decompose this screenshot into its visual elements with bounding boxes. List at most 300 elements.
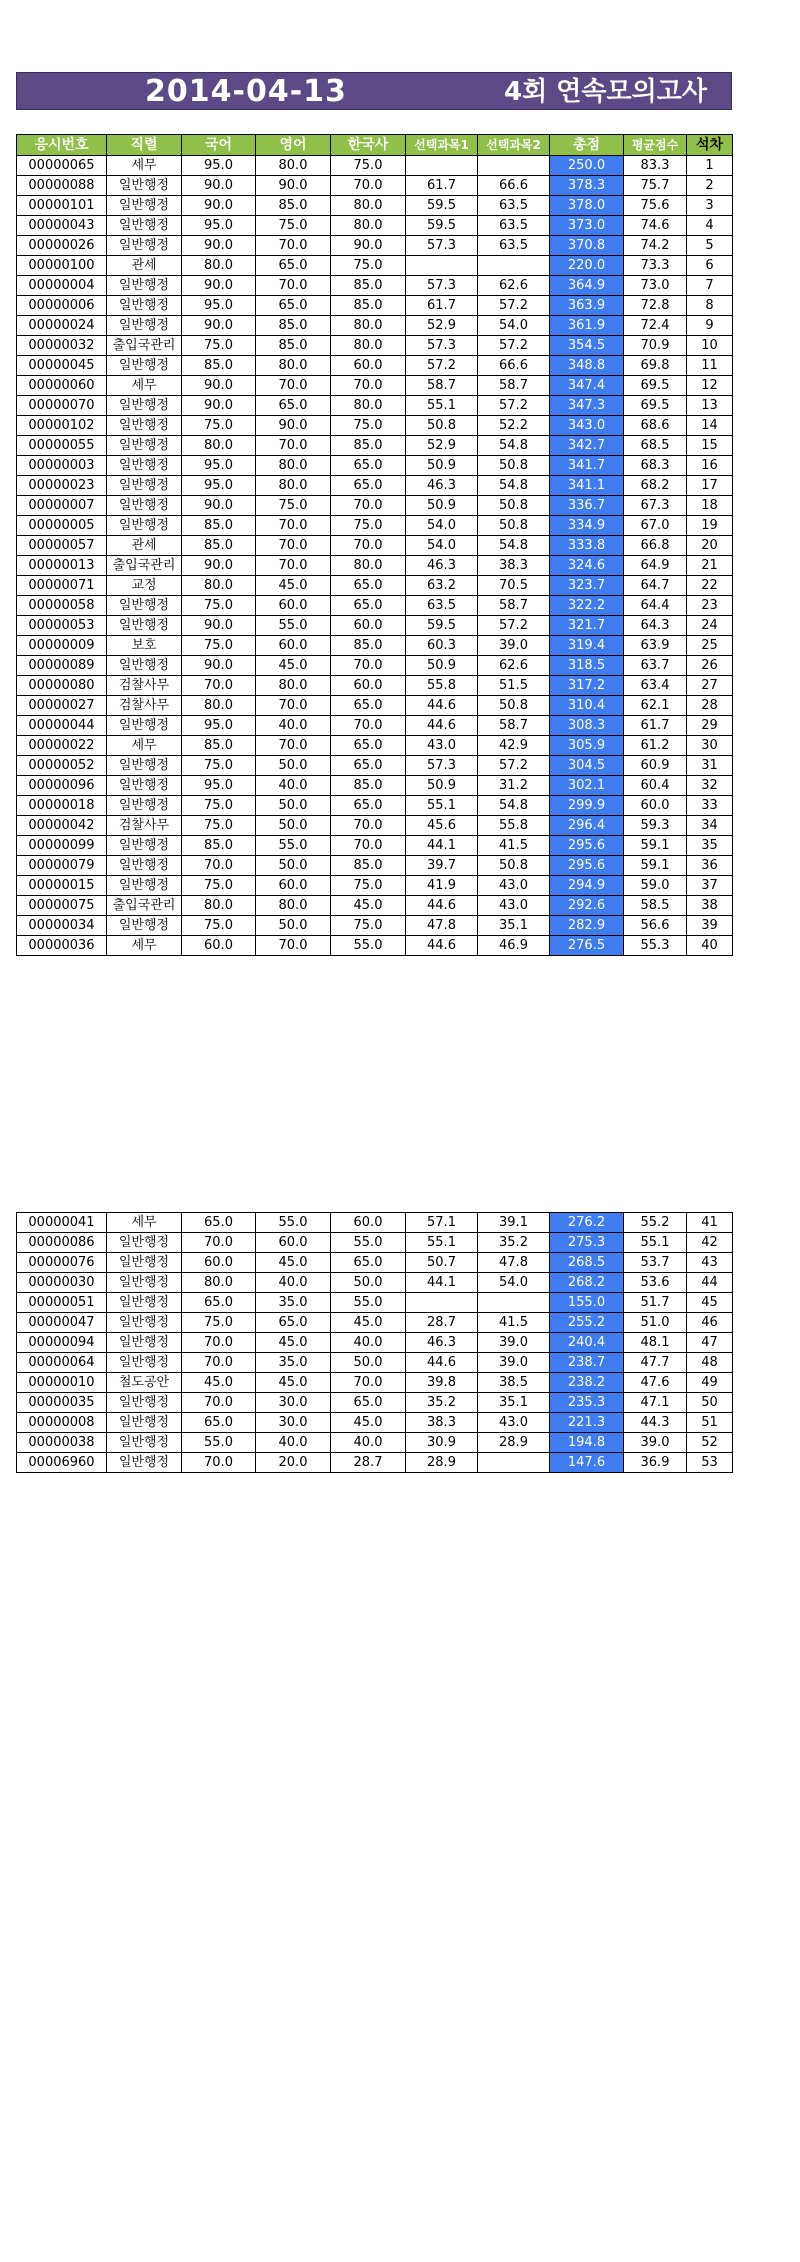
average-score-cell: 72.8 (624, 296, 687, 316)
elective1-score-cell: 28.7 (406, 1313, 478, 1333)
elective1-score-cell (406, 1293, 478, 1313)
english-score-cell: 85.0 (256, 336, 331, 356)
korean-score-cell: 80.0 (182, 576, 256, 596)
elective2-score-cell: 66.6 (478, 356, 550, 376)
total-score-cell: 302.1 (550, 776, 624, 796)
korean-history-score-cell: 55.0 (331, 1233, 406, 1253)
english-score-cell: 35.0 (256, 1293, 331, 1313)
korean-score-cell: 85.0 (182, 836, 256, 856)
elective1-score-cell: 54.0 (406, 536, 478, 556)
elective1-score-cell: 50.7 (406, 1253, 478, 1273)
korean-history-score-cell: 60.0 (331, 676, 406, 696)
korean-score-cell: 80.0 (182, 1273, 256, 1293)
elective1-score-cell: 39.7 (406, 856, 478, 876)
table-row (17, 196, 733, 216)
elective1-score-cell: 55.1 (406, 796, 478, 816)
exam-number-cell: 00000026 (17, 236, 107, 256)
rank-cell: 36 (687, 856, 733, 876)
job-series-cell: 일반행정 (107, 356, 182, 376)
korean-score-cell: 85.0 (182, 736, 256, 756)
col-header-rank: 석차 (687, 135, 733, 156)
table-row (17, 356, 733, 376)
exam-number-cell: 00006960 (17, 1453, 107, 1473)
english-score-cell: 80.0 (256, 676, 331, 696)
job-series-cell: 일반행정 (107, 596, 182, 616)
english-score-cell: 30.0 (256, 1393, 331, 1413)
total-score-cell: 294.9 (550, 876, 624, 896)
average-score-cell: 39.0 (624, 1433, 687, 1453)
elective1-score-cell: 44.6 (406, 696, 478, 716)
job-series-cell: 일반행정 (107, 1313, 182, 1333)
elective1-score-cell: 60.3 (406, 636, 478, 656)
korean-history-score-cell: 50.0 (331, 1273, 406, 1293)
english-score-cell: 65.0 (256, 1313, 331, 1333)
total-score-cell: 220.0 (550, 256, 624, 276)
table-row (17, 516, 733, 536)
english-score-cell: 70.0 (256, 736, 331, 756)
korean-history-score-cell: 70.0 (331, 496, 406, 516)
average-score-cell: 44.3 (624, 1413, 687, 1433)
english-score-cell: 90.0 (256, 176, 331, 196)
korean-score-cell: 90.0 (182, 496, 256, 516)
average-score-cell: 61.2 (624, 736, 687, 756)
exam-number-cell: 00000088 (17, 176, 107, 196)
elective1-score-cell: 46.3 (406, 556, 478, 576)
rank-cell: 16 (687, 456, 733, 476)
table-row (17, 916, 733, 936)
table-row (17, 776, 733, 796)
elective2-score-cell: 50.8 (478, 856, 550, 876)
average-score-cell: 72.4 (624, 316, 687, 336)
elective1-score-cell (406, 156, 478, 176)
average-score-cell: 51.0 (624, 1313, 687, 1333)
total-score-cell: 336.7 (550, 496, 624, 516)
korean-score-cell: 70.0 (182, 1353, 256, 1373)
english-score-cell: 85.0 (256, 316, 331, 336)
total-score-cell: 348.8 (550, 356, 624, 376)
average-score-cell: 73.0 (624, 276, 687, 296)
average-score-cell: 48.1 (624, 1333, 687, 1353)
job-series-cell: 일반행정 (107, 1293, 182, 1313)
elective1-score-cell: 46.3 (406, 1333, 478, 1353)
table-row (17, 936, 733, 956)
korean-score-cell: 75.0 (182, 416, 256, 436)
rank-cell: 12 (687, 376, 733, 396)
total-score-cell: 292.6 (550, 896, 624, 916)
rank-cell: 3 (687, 196, 733, 216)
english-score-cell: 80.0 (256, 476, 331, 496)
exam-number-cell: 00000094 (17, 1333, 107, 1353)
job-series-cell: 검찰사무 (107, 676, 182, 696)
rank-cell: 47 (687, 1333, 733, 1353)
total-score-cell: 276.2 (550, 1213, 624, 1233)
rank-cell: 33 (687, 796, 733, 816)
elective2-score-cell: 43.0 (478, 1413, 550, 1433)
total-score-cell: 282.9 (550, 916, 624, 936)
korean-score-cell: 95.0 (182, 776, 256, 796)
elective2-score-cell: 38.5 (478, 1373, 550, 1393)
table-row (17, 1393, 733, 1413)
english-score-cell: 40.0 (256, 716, 331, 736)
table-row (17, 336, 733, 356)
elective2-score-cell: 50.8 (478, 496, 550, 516)
col-header-job-series: 직렬 (107, 135, 182, 156)
total-score-cell: 304.5 (550, 756, 624, 776)
korean-history-score-cell: 70.0 (331, 716, 406, 736)
job-series-cell: 일반행정 (107, 516, 182, 536)
korean-history-score-cell: 70.0 (331, 376, 406, 396)
exam-number-cell: 00000042 (17, 816, 107, 836)
elective1-score-cell: 41.9 (406, 876, 478, 896)
exam-number-cell: 00000065 (17, 156, 107, 176)
elective1-score-cell: 50.9 (406, 456, 478, 476)
table-row (17, 256, 733, 276)
exam-number-cell: 00000100 (17, 256, 107, 276)
total-score-cell: 296.4 (550, 816, 624, 836)
english-score-cell: 75.0 (256, 216, 331, 236)
english-score-cell: 40.0 (256, 1433, 331, 1453)
exam-number-cell: 00000071 (17, 576, 107, 596)
english-score-cell: 65.0 (256, 256, 331, 276)
korean-history-score-cell: 70.0 (331, 836, 406, 856)
elective2-score-cell: 62.6 (478, 276, 550, 296)
elective2-score-cell: 57.2 (478, 756, 550, 776)
korean-score-cell: 80.0 (182, 896, 256, 916)
exam-number-cell: 00000089 (17, 656, 107, 676)
total-score-cell: 238.7 (550, 1353, 624, 1373)
elective1-score-cell: 44.1 (406, 836, 478, 856)
korean-history-score-cell: 65.0 (331, 796, 406, 816)
korean-score-cell: 55.0 (182, 1433, 256, 1453)
table-row (17, 816, 733, 836)
english-score-cell: 80.0 (256, 456, 331, 476)
english-score-cell: 70.0 (256, 276, 331, 296)
average-score-cell: 47.7 (624, 1353, 687, 1373)
elective2-score-cell: 39.0 (478, 636, 550, 656)
english-score-cell: 45.0 (256, 1253, 331, 1273)
job-series-cell: 일반행정 (107, 396, 182, 416)
korean-score-cell: 90.0 (182, 236, 256, 256)
average-score-cell: 68.6 (624, 416, 687, 436)
exam-number-cell: 00000010 (17, 1373, 107, 1393)
english-score-cell: 50.0 (256, 856, 331, 876)
total-score-cell: 238.2 (550, 1373, 624, 1393)
exam-number-cell: 00000018 (17, 796, 107, 816)
korean-history-score-cell: 80.0 (331, 316, 406, 336)
col-header-exam-number: 응시번호 (17, 135, 107, 156)
elective1-score-cell: 57.1 (406, 1213, 478, 1233)
exam-number-cell: 00000058 (17, 596, 107, 616)
table-row (17, 416, 733, 436)
english-score-cell: 40.0 (256, 1273, 331, 1293)
elective2-score-cell: 47.8 (478, 1253, 550, 1273)
total-score-cell: 235.3 (550, 1393, 624, 1413)
average-score-cell: 63.9 (624, 636, 687, 656)
english-score-cell: 45.0 (256, 1373, 331, 1393)
elective1-score-cell: 47.8 (406, 916, 478, 936)
korean-history-score-cell: 85.0 (331, 296, 406, 316)
total-score-cell: 194.8 (550, 1433, 624, 1453)
average-score-cell: 62.1 (624, 696, 687, 716)
total-score-cell: 299.9 (550, 796, 624, 816)
job-series-cell: 일반행정 (107, 416, 182, 436)
korean-score-cell: 95.0 (182, 296, 256, 316)
korean-score-cell: 90.0 (182, 616, 256, 636)
job-series-cell: 세무 (107, 936, 182, 956)
job-series-cell: 출입국관리 (107, 556, 182, 576)
col-header-korean: 국어 (182, 135, 256, 156)
total-score-cell: 268.5 (550, 1253, 624, 1273)
elective1-score-cell: 38.3 (406, 1413, 478, 1433)
job-series-cell: 일반행정 (107, 196, 182, 216)
elective1-score-cell (406, 256, 478, 276)
table-row (17, 1293, 733, 1313)
average-score-cell: 58.5 (624, 896, 687, 916)
elective1-score-cell: 59.5 (406, 616, 478, 636)
total-score-cell: 334.9 (550, 516, 624, 536)
rank-cell: 43 (687, 1253, 733, 1273)
job-series-cell: 일반행정 (107, 496, 182, 516)
english-score-cell: 60.0 (256, 636, 331, 656)
exam-number-cell: 00000079 (17, 856, 107, 876)
korean-score-cell: 75.0 (182, 756, 256, 776)
exam-number-cell: 00000044 (17, 716, 107, 736)
average-score-cell: 68.5 (624, 436, 687, 456)
job-series-cell: 일반행정 (107, 1353, 182, 1373)
job-series-cell: 일반행정 (107, 1273, 182, 1293)
exam-number-cell: 00000024 (17, 316, 107, 336)
job-series-cell: 세무 (107, 1213, 182, 1233)
average-score-cell: 56.6 (624, 916, 687, 936)
table-row (17, 1233, 733, 1253)
average-score-cell: 60.0 (624, 796, 687, 816)
korean-score-cell: 70.0 (182, 676, 256, 696)
total-score-cell: 364.9 (550, 276, 624, 296)
table-row (17, 896, 733, 916)
total-score-cell: 324.6 (550, 556, 624, 576)
total-score-cell: 342.7 (550, 436, 624, 456)
exam-number-cell: 00000041 (17, 1213, 107, 1233)
elective2-score-cell: 54.0 (478, 316, 550, 336)
average-score-cell: 73.3 (624, 256, 687, 276)
korean-score-cell: 75.0 (182, 876, 256, 896)
korean-history-score-cell: 70.0 (331, 1373, 406, 1393)
job-series-cell: 세무 (107, 156, 182, 176)
korean-score-cell: 90.0 (182, 556, 256, 576)
korean-history-score-cell: 85.0 (331, 636, 406, 656)
korean-history-score-cell: 60.0 (331, 1213, 406, 1233)
korean-history-score-cell: 45.0 (331, 896, 406, 916)
job-series-cell: 관세 (107, 256, 182, 276)
english-score-cell: 75.0 (256, 496, 331, 516)
rank-cell: 20 (687, 536, 733, 556)
rank-cell: 24 (687, 616, 733, 636)
job-series-cell: 일반행정 (107, 1253, 182, 1273)
exam-number-cell: 00000076 (17, 1253, 107, 1273)
col-header-average: 평균점수 (624, 135, 687, 156)
elective2-score-cell: 54.8 (478, 436, 550, 456)
korean-history-score-cell: 70.0 (331, 536, 406, 556)
table-row (17, 156, 733, 176)
rank-cell: 18 (687, 496, 733, 516)
average-score-cell: 60.9 (624, 756, 687, 776)
korean-history-score-cell: 90.0 (331, 236, 406, 256)
elective2-score-cell: 58.7 (478, 376, 550, 396)
exam-number-cell: 00000005 (17, 516, 107, 536)
col-header-total: 총점 (550, 135, 624, 156)
elective1-score-cell: 57.3 (406, 276, 478, 296)
rank-cell: 7 (687, 276, 733, 296)
elective2-score-cell: 63.5 (478, 196, 550, 216)
exam-number-cell: 00000003 (17, 456, 107, 476)
korean-score-cell: 70.0 (182, 1233, 256, 1253)
rank-cell: 6 (687, 256, 733, 276)
elective1-score-cell: 57.3 (406, 756, 478, 776)
elective2-score-cell (478, 1293, 550, 1313)
job-series-cell: 일반행정 (107, 656, 182, 676)
korean-score-cell: 60.0 (182, 1253, 256, 1273)
exam-number-cell: 00000075 (17, 896, 107, 916)
average-score-cell: 59.1 (624, 856, 687, 876)
elective1-score-cell: 50.9 (406, 656, 478, 676)
elective1-score-cell: 63.2 (406, 576, 478, 596)
average-score-cell: 83.3 (624, 156, 687, 176)
elective1-score-cell: 58.7 (406, 376, 478, 396)
average-score-cell: 59.1 (624, 836, 687, 856)
total-score-cell: 318.5 (550, 656, 624, 676)
rank-cell: 31 (687, 756, 733, 776)
elective2-score-cell: 41.5 (478, 836, 550, 856)
elective1-score-cell: 28.9 (406, 1453, 478, 1473)
elective1-score-cell: 43.0 (406, 736, 478, 756)
elective2-score-cell: 54.0 (478, 1273, 550, 1293)
total-score-cell: 255.2 (550, 1313, 624, 1333)
rank-cell: 50 (687, 1393, 733, 1413)
exam-number-cell: 00000060 (17, 376, 107, 396)
korean-score-cell: 95.0 (182, 156, 256, 176)
table-row (17, 736, 733, 756)
job-series-cell: 세무 (107, 376, 182, 396)
average-score-cell: 64.7 (624, 576, 687, 596)
english-score-cell: 70.0 (256, 236, 331, 256)
table-row (17, 1213, 733, 1233)
table-row (17, 276, 733, 296)
elective1-score-cell: 59.5 (406, 196, 478, 216)
elective2-score-cell: 66.6 (478, 176, 550, 196)
average-score-cell: 67.3 (624, 496, 687, 516)
total-score-cell: 347.3 (550, 396, 624, 416)
elective2-score-cell: 43.0 (478, 896, 550, 916)
korean-score-cell: 90.0 (182, 396, 256, 416)
korean-score-cell: 65.0 (182, 1293, 256, 1313)
table-row (17, 456, 733, 476)
average-score-cell: 74.2 (624, 236, 687, 256)
rank-cell: 37 (687, 876, 733, 896)
total-score-cell: 363.9 (550, 296, 624, 316)
english-score-cell: 70.0 (256, 696, 331, 716)
job-series-cell: 일반행정 (107, 1333, 182, 1353)
english-score-cell: 55.0 (256, 836, 331, 856)
korean-history-score-cell: 60.0 (331, 356, 406, 376)
rank-cell: 28 (687, 696, 733, 716)
korean-score-cell: 90.0 (182, 376, 256, 396)
job-series-cell: 세무 (107, 736, 182, 756)
rank-cell: 27 (687, 676, 733, 696)
english-score-cell: 60.0 (256, 876, 331, 896)
elective1-score-cell: 50.8 (406, 416, 478, 436)
english-score-cell: 70.0 (256, 436, 331, 456)
rank-cell: 44 (687, 1273, 733, 1293)
average-score-cell: 68.2 (624, 476, 687, 496)
exam-number-cell: 00000101 (17, 196, 107, 216)
exam-number-cell: 00000009 (17, 636, 107, 656)
korean-score-cell: 85.0 (182, 356, 256, 376)
job-series-cell: 일반행정 (107, 176, 182, 196)
table-body-part2 (17, 1213, 733, 1473)
job-series-cell: 검찰사무 (107, 816, 182, 836)
total-score-cell: 275.3 (550, 1233, 624, 1253)
english-score-cell: 50.0 (256, 816, 331, 836)
rank-cell: 26 (687, 656, 733, 676)
exam-number-cell: 00000038 (17, 1433, 107, 1453)
elective1-score-cell: 52.9 (406, 316, 478, 336)
rank-cell: 10 (687, 336, 733, 356)
table-row (17, 176, 733, 196)
elective1-score-cell: 44.1 (406, 1273, 478, 1293)
total-score-cell: 321.7 (550, 616, 624, 636)
exam-number-cell: 00000070 (17, 396, 107, 416)
job-series-cell: 일반행정 (107, 476, 182, 496)
table-row (17, 656, 733, 676)
korean-history-score-cell: 80.0 (331, 196, 406, 216)
korean-score-cell: 60.0 (182, 936, 256, 956)
table-row (17, 576, 733, 596)
english-score-cell: 90.0 (256, 416, 331, 436)
job-series-cell: 일반행정 (107, 276, 182, 296)
table-row (17, 1433, 733, 1453)
rank-cell: 32 (687, 776, 733, 796)
rank-cell: 5 (687, 236, 733, 256)
job-series-cell: 일반행정 (107, 216, 182, 236)
korean-score-cell: 85.0 (182, 536, 256, 556)
exam-number-cell: 00000047 (17, 1313, 107, 1333)
table-row (17, 1273, 733, 1293)
korean-history-score-cell: 85.0 (331, 776, 406, 796)
korean-score-cell: 95.0 (182, 216, 256, 236)
korean-score-cell: 70.0 (182, 1333, 256, 1353)
korean-score-cell: 75.0 (182, 336, 256, 356)
english-score-cell: 35.0 (256, 1353, 331, 1373)
elective2-score-cell: 57.2 (478, 336, 550, 356)
korean-history-score-cell: 55.0 (331, 936, 406, 956)
elective1-score-cell: 55.1 (406, 396, 478, 416)
korean-history-score-cell: 65.0 (331, 756, 406, 776)
rank-cell: 53 (687, 1453, 733, 1473)
table-row (17, 496, 733, 516)
korean-history-score-cell: 45.0 (331, 1313, 406, 1333)
exam-number-cell: 00000052 (17, 756, 107, 776)
english-score-cell: 60.0 (256, 596, 331, 616)
korean-history-score-cell: 40.0 (331, 1433, 406, 1453)
korean-history-score-cell: 40.0 (331, 1333, 406, 1353)
korean-history-score-cell: 65.0 (331, 596, 406, 616)
exam-number-cell: 00000004 (17, 276, 107, 296)
elective2-score-cell: 46.9 (478, 936, 550, 956)
elective1-score-cell: 35.2 (406, 1393, 478, 1413)
average-score-cell: 68.3 (624, 456, 687, 476)
korean-history-score-cell: 45.0 (331, 1413, 406, 1433)
table-row (17, 596, 733, 616)
